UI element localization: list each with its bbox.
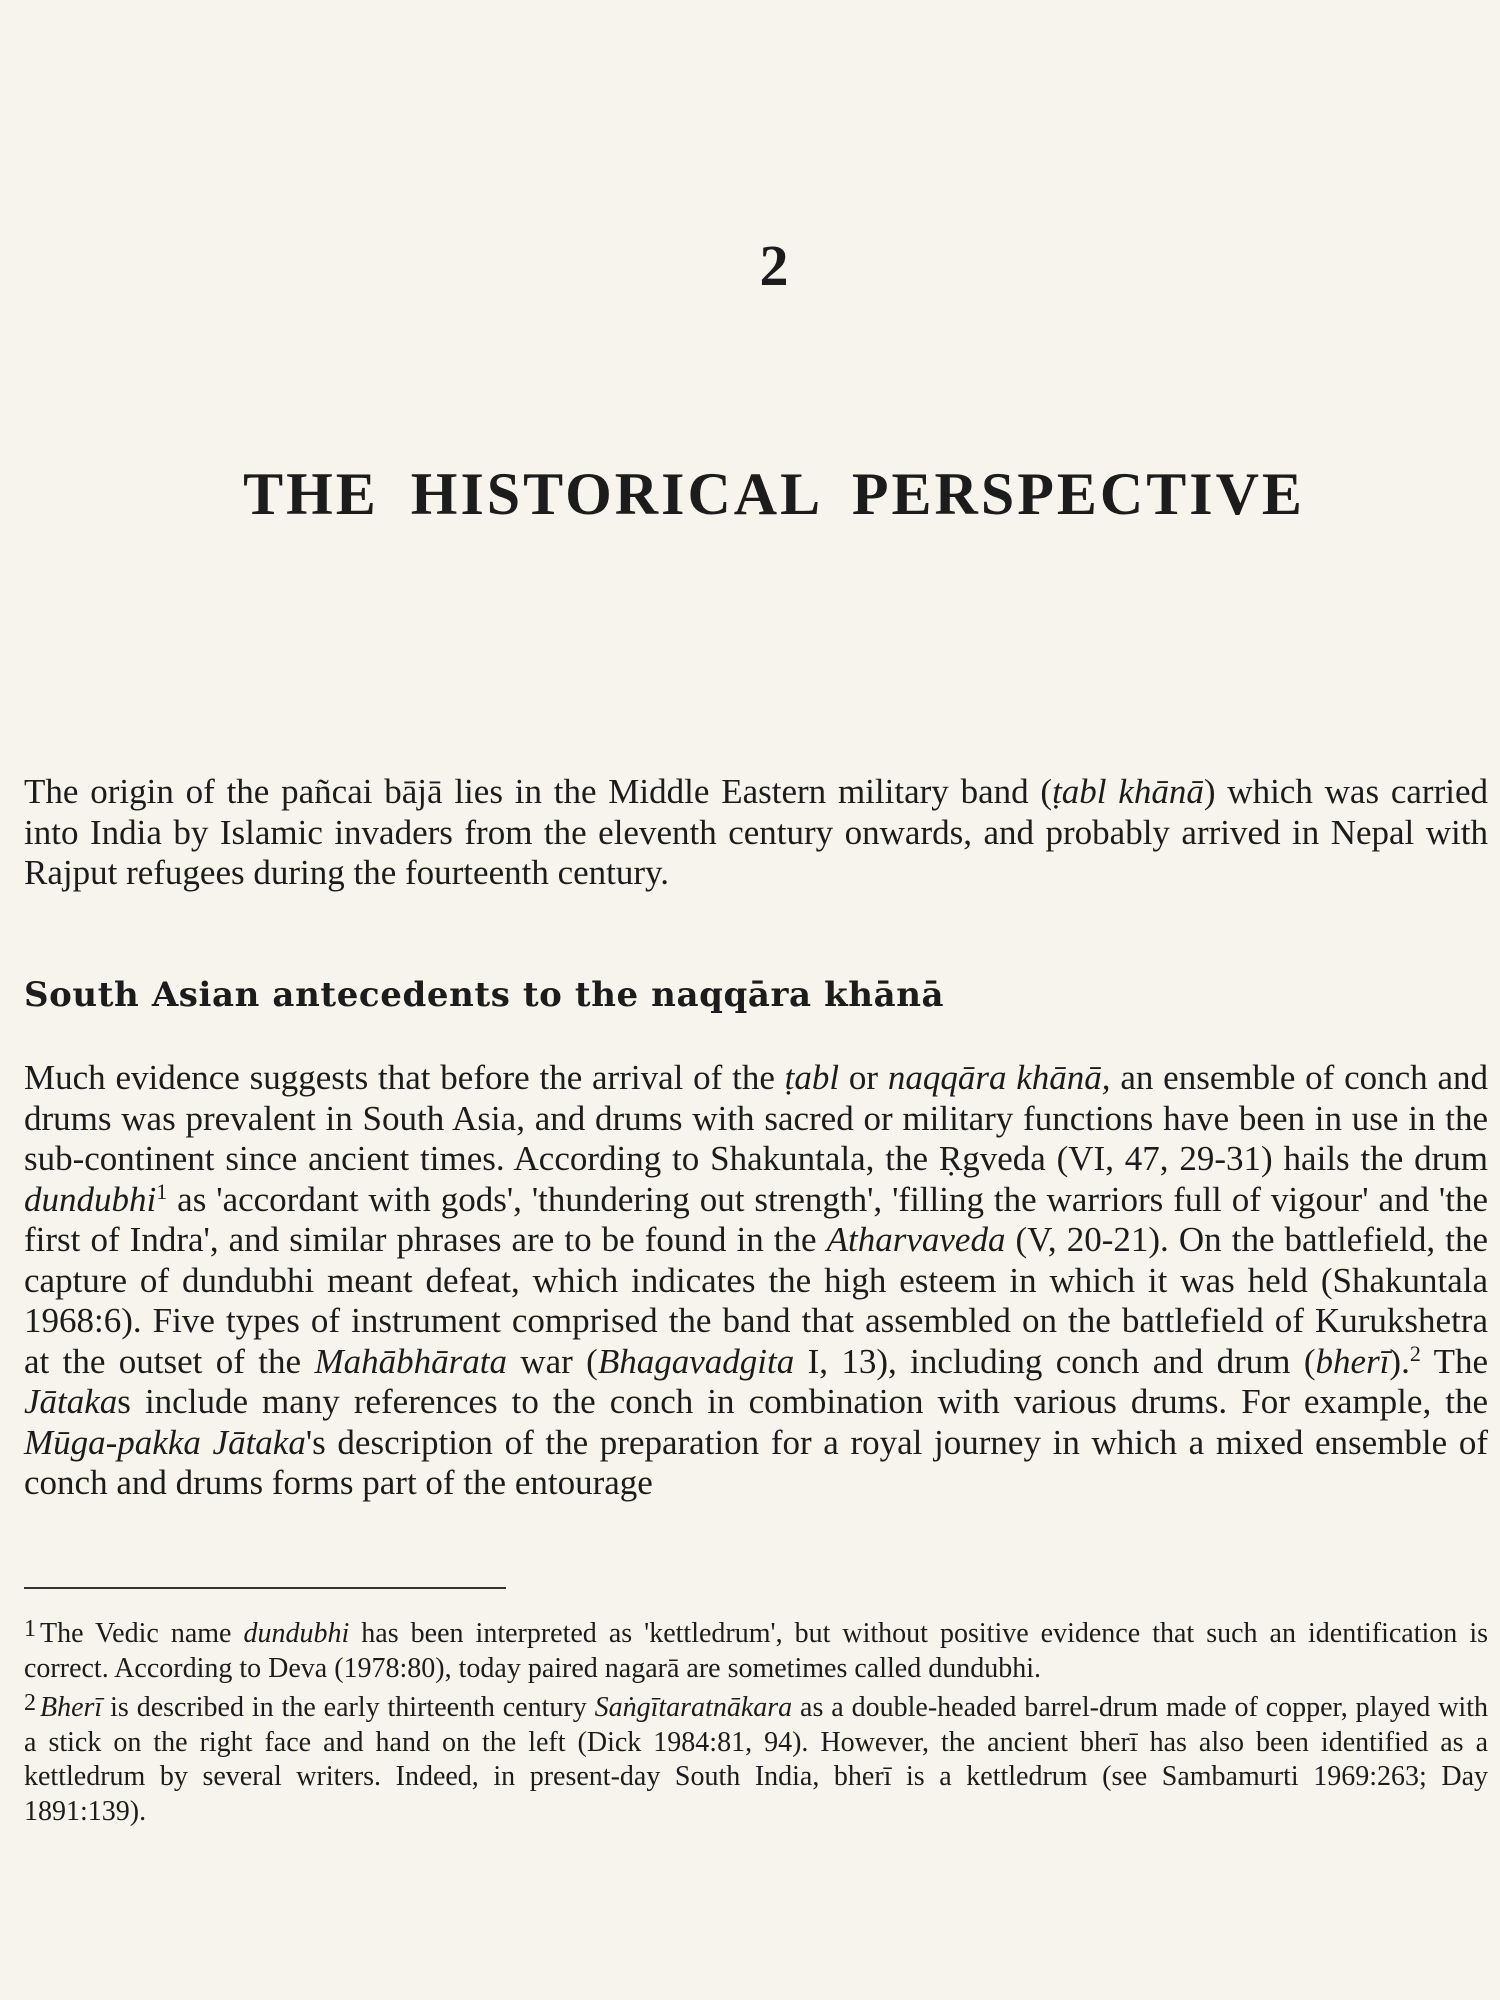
section-heading: South Asian antecedents to the naqqāra khānā: [24, 975, 945, 1015]
body-italic: Bhagavadgita: [597, 1341, 795, 1381]
footnotes: [24, 1612, 1488, 1829]
body-text: war (: [506, 1341, 598, 1381]
body-text: Much evidence suggests that before the arrival of the: [24, 1058, 785, 1097]
body-italic: bherī: [1315, 1341, 1390, 1381]
chapter-title: THE HISTORICAL PERSPECTIVE: [243, 461, 1305, 527]
body-text: I, 13), including conch and drum (: [794, 1341, 1316, 1381]
footnote-reference-1: 1: [156, 1178, 168, 1204]
footnote-text: The Vedic name: [40, 1618, 244, 1649]
intro-italic-tabl-khana: ṭabl khānā: [1052, 772, 1204, 811]
body-text: an ensemble of conch and drums was prevalent in South Asia, and drums with sacred or military functions have been in use in the sub-continent since ancient times. According to Shakuntala, the Ṛgveda (VI, 47, 29-31) hails the drum: [24, 1058, 1488, 1178]
intro-text: ) which was carried into India by Islamic invaders from the eleventh century onwards, and probably arrived in Nepal with Rajput refugees during the fourteenth century.: [24, 772, 1488, 892]
body-text: ).: [1389, 1341, 1410, 1381]
intro-paragraph: [24, 772, 1488, 894]
footnote-marker: 1: [24, 1616, 36, 1642]
footnote-marker: 2: [24, 1690, 36, 1716]
body-italic: dundubhi: [24, 1179, 157, 1219]
body-text: as 'accordant with gods', 'thundering out strength', 'filling the warriors full of vigour' and 'the first of Indra', and similar phrases are to be found in the: [24, 1179, 1488, 1259]
footnote-text: as a double-headed barrel-drum made of copper, played with a stick on the right face and hand on the left (Dick 1984:81, 94). However, the ancient bherī has also been identified as a kettledrum by several writers. Indeed, in present-day South India, bherī is a kettledrum (see Sambamurti 1969:263; Day 1891:139).: [24, 1692, 1488, 1827]
footnote-text: is described in the early thirteenth century: [102, 1692, 595, 1723]
body-italic: Jātaka: [24, 1382, 118, 1421]
body-text: 's description of the preparation for a royal journey in which a mixed ensemble of conch and drums forms part of the entourage: [24, 1422, 1488, 1502]
footnote-text: has been interpreted as 'kettledrum', but without positive evidence that such an identification is correct. According to Deva (1978:80), today paired nagarā are sometimes called dundubhi.: [24, 1618, 1488, 1684]
body-italic: Mahābhārata: [314, 1341, 507, 1381]
footnote-divider: [24, 1587, 506, 1589]
body-text: The: [1420, 1341, 1488, 1381]
body-italic: ṭabl: [784, 1058, 840, 1097]
body-text: (V, 20-21). On the battlefield, the capture of dundubhi meant defeat, which indicates the high esteem in which it was held (Shakuntala 1968:6). Five types of instrument comprised the band that assembled on the battlefield of Kurukshetra at the outset of the: [24, 1220, 1489, 1381]
chapter-number: 2: [759, 233, 789, 298]
body-italic: Mūga-pakka Jātaka: [24, 1422, 306, 1462]
body-text: or: [839, 1058, 888, 1097]
footnote-2: [24, 1686, 1488, 1829]
footnote-reference-2: 2: [1409, 1340, 1421, 1366]
body-italic: Atharvaveda: [826, 1220, 1006, 1259]
footnote-italic: dundubhi: [243, 1618, 350, 1649]
footnote-italic: Saṅgītaratnākara: [594, 1692, 793, 1723]
footnote-1: [24, 1612, 1488, 1686]
body-text: s include many references to the conch in combination with various drums. For example, the: [117, 1382, 1488, 1421]
footnote-italic: Bherī: [40, 1692, 103, 1723]
body-italic: naqqāra khānā,: [887, 1058, 1111, 1097]
body-paragraph: [24, 1058, 1488, 1504]
intro-text: The origin of the pañcai bājā lies in the Middle Eastern military band (: [24, 772, 1053, 811]
